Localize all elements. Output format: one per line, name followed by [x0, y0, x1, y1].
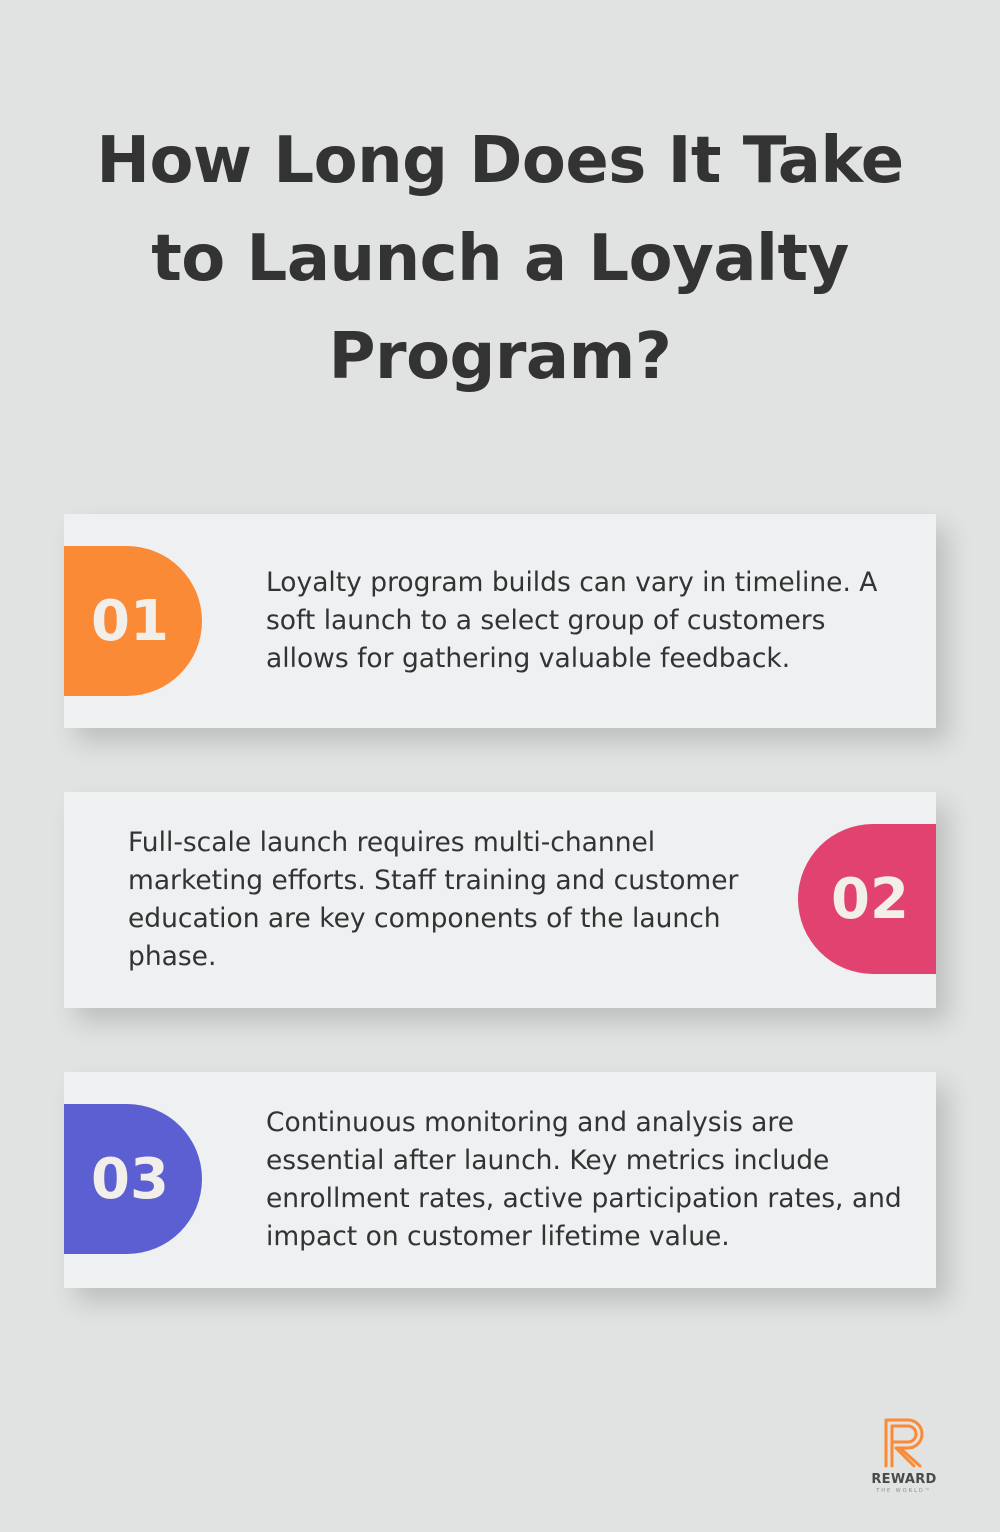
step-text-3: Continuous monitoring and analysis are essential after launch. Key metrics include enrollment rates, active participation rates, and impact on customer lifetime value. — [266, 1107, 902, 1252]
step-number-badge-3: 03 — [64, 1104, 202, 1254]
logo-tagline: THE WORLD™ — [876, 1488, 932, 1494]
step-card-2 — [64, 792, 936, 1008]
step-text-1: Loyalty program builds can vary in timeline. A soft launch to a select group of customers allows for gathering valuable feedback. — [266, 567, 878, 674]
step-text-2: Full-scale launch requires multi-channel marketing efforts. Staff training and customer education are key components of the launch phase. — [128, 827, 739, 972]
logo-wordmark: REWARD — [871, 1472, 937, 1487]
brand-logo — [866, 1412, 942, 1496]
step-card-1 — [64, 514, 936, 728]
page-title: How Long Does It Take to Launch a Loyalty Program? — [96, 124, 904, 394]
reward-r-logo-icon — [882, 1416, 926, 1468]
step-number-badge-1: 01 — [64, 546, 202, 696]
step-card-3 — [64, 1072, 936, 1288]
step-number-badge-2: 02 — [798, 824, 936, 974]
